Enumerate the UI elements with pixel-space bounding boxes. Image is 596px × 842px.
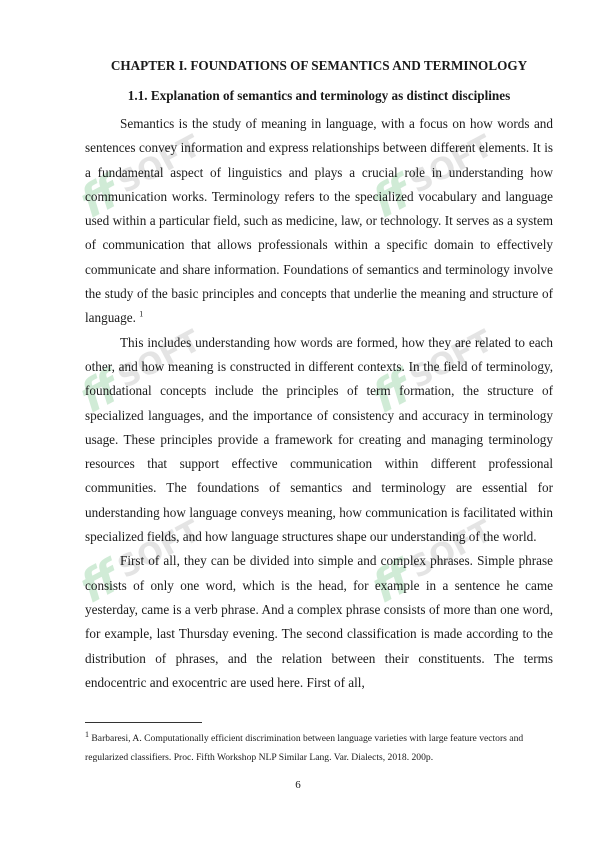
footnote-divider [85, 722, 202, 723]
paragraph: Semantics is the study of meaning in language, with a focus on how words and sentences convey information and express relationships between different elements. It is a fundamental aspect of linguistics and plays a crucial role in understanding how communication works. Terminology refers to the specialized vocabulary and language used within a particular field, such as medicine, law, or technology. It serves as a system of communication that allows professionals within a specific domain to effectively communicate and share information. Foundations of semantics and terminology involve the study of the basic principles and concepts that underlie the meaning and structure of language. $^1$ [85, 116, 553, 326]
footnote [85, 729, 553, 767]
watermark: ff SOFT [363, 513, 499, 614]
footnote-marker: 1 [85, 729, 89, 739]
section-title: 1.1. Explanation of semantics and terminology as distinct disciplines [127, 88, 511, 103]
page-number: 6 [295, 779, 301, 791]
chapter-title: CHAPTER I. FOUNDATIONS OF SEMANTICS AND TERMINOLOGY [110, 58, 528, 73]
watermark: ff SOFT [363, 128, 499, 229]
footnote-reference: 1 [139, 309, 144, 319]
watermark: ff SOFT [71, 323, 207, 424]
watermark: ff SOFT [71, 128, 207, 229]
watermark: ff SOFT [363, 323, 499, 424]
footnote-text: Barbaresi, A. Computationally efficient discrimination between language varieties with large feature vectors and regularized classifiers. Proc. Fifth Workshop NLP Similar Lang. Var. Dialects, 2018. 200p. [85, 733, 524, 763]
watermark: ff SOFT [71, 513, 207, 614]
paragraph: This includes understanding how words are formed, how they are related to each other, and how meaning is constructed in different contexts. In the field of terminology, foundational concepts include the principles of term formation, the structure of specialized languages, and the importance of consistency and accuracy in terminology usage. These principles provide a framework for creating and managing terminology resources that support effective communication within different professional communities. The foundations of semantics and terminology are essential for understanding how language conveys meaning, how communication is facilitated within specialized fields, and how language structures shape our understanding of the world. [85, 334, 553, 545]
paragraph: First of all, they can be divided into simple and complex phrases. Simple phrase consists of only one word, which is the head, for example in a sentence he came yesterday, came is a verb phrase. And a complex phrase consists of more than one word, for example, last Thursday evening. The second classification is made according to the distribution of phrases, and the relation between their constituents. The terms endocentric and exocentric are used here. First of all, [85, 553, 553, 690]
main-content [85, 58, 553, 695]
